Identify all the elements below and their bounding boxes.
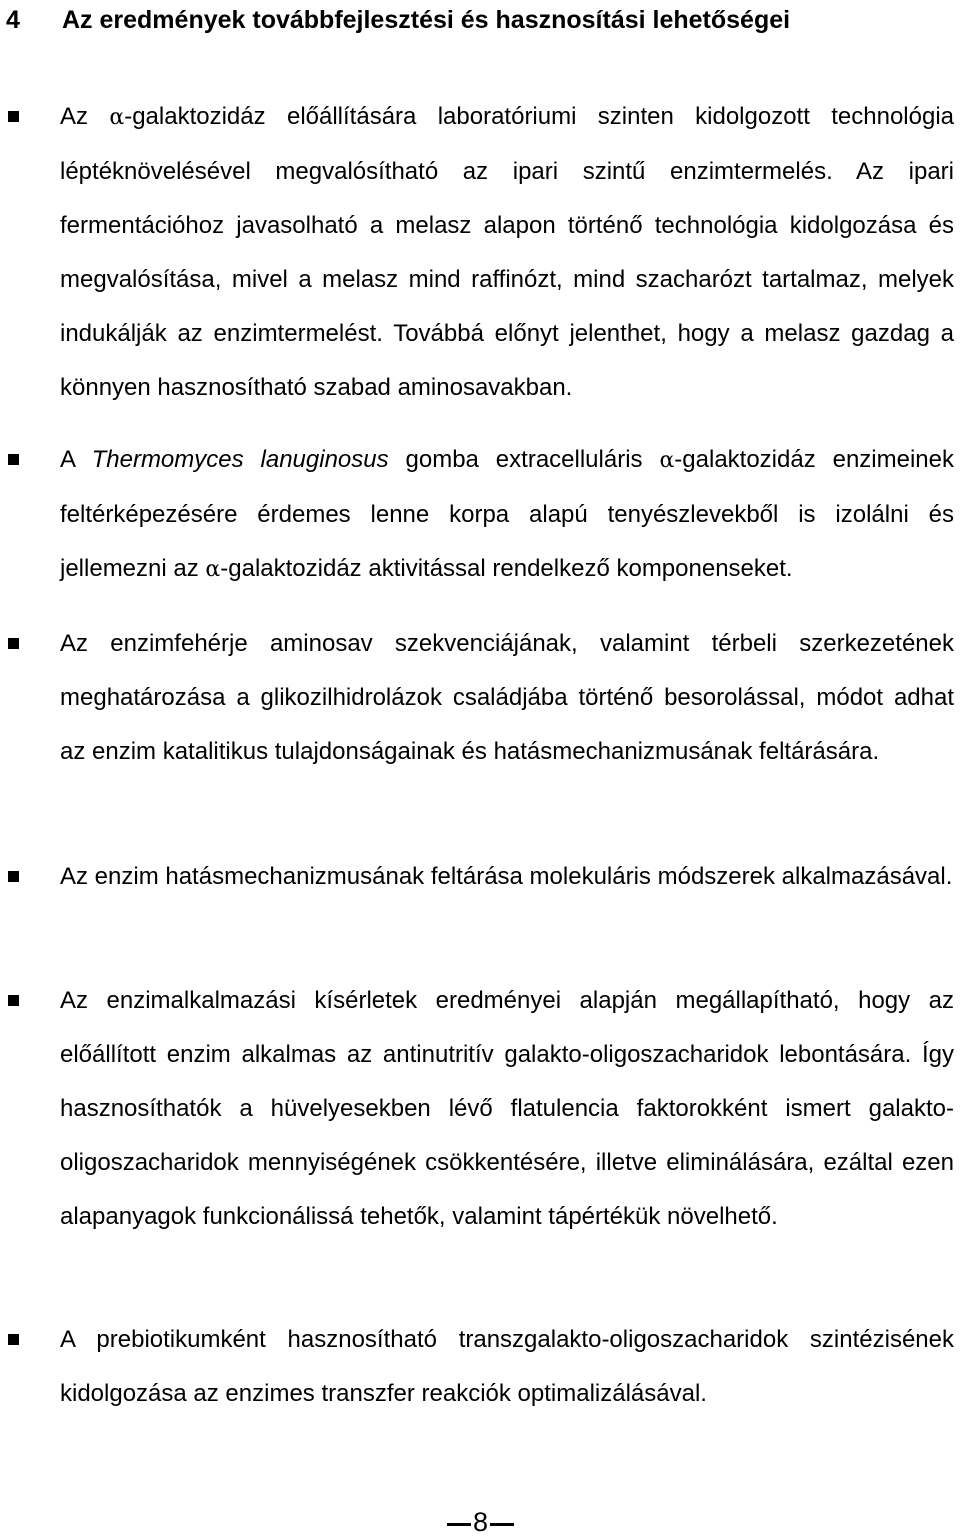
page-footer <box>0 1505 960 1539</box>
footer-dash-left <box>447 1523 471 1526</box>
list-item-text: A prebiotikumként hasznosítható transzgalakto-oligoszacharidok szintézisének kidolgozása az enzimes transzfer reakciók optimalizálásával. <box>60 1326 954 1407</box>
list-item-text: Az enzimalkalmazási kísérletek eredményei alapján megállapítható, hogy az előállított enzim alkalmas az antinutritív galakto-oligoszacharidok lebontására. Így hasznosíthatók a hüvelyesekben lévő flatulencia faktorokként ismert galakto-oligoszacharidok mennyiségének csökkentésére, illetve eliminálására, ezáltal ezen alapanyagok funkcionálissá tehetők, valamint tápértékük növelhető. <box>60 987 954 1230</box>
text-run: gomba extracelluláris <box>388 446 660 473</box>
list-item-text <box>60 90 954 415</box>
text-run: Az <box>60 103 110 130</box>
footer-dash-right <box>490 1523 514 1526</box>
list-item-text: Az enzim hatásmechanizmusának feltárása molekuláris módszerek alkalmazásával. <box>60 863 953 890</box>
text-run: -galaktozidáz előállítására laboratóriumi szinten kidolgozott technológia léptéknövelésével megvalósítható az ipari szintű enzimtermelés. Az ipari fermentációhoz javasolható a melasz alapon történő technológia kidolgozása és megvalósítása, mivel a melasz mind raffinózt, mind szacharózt tartalmaz, melyek indukálják az enzimtermelést. Továbbá előnyt jelenthet, hogy a melasz gazdag a könnyen hasznosítható szabad aminosavakban. <box>60 103 954 401</box>
bullet-square-icon <box>8 454 19 465</box>
bullet-square-icon <box>8 1334 19 1345</box>
species-name: Thermomyces lanuginosus <box>91 446 389 473</box>
bullet-square-icon <box>8 111 19 122</box>
bullet-square-icon <box>8 638 19 649</box>
section-number: 4 <box>6 6 20 34</box>
list-item-text: Az enzimfehérje aminosav szekvenciájának, valamint térbeli szerkezetének meghatározása a glikozilhidrolázok családjába történő besorolással, módot adhat az enzim katalitikus tulajdonságainak és hatásmechanizmusának feltárására. <box>60 630 954 765</box>
bullet-square-icon <box>8 995 19 1006</box>
page-number: 8 <box>473 1507 489 1537</box>
text-run: -galaktozidáz enzimeinek feltérképezésére érdemes lenne korpa alapú tenyészlevekből is izolálni és jellemezni az <box>60 446 955 582</box>
bullet-square-icon <box>8 871 19 882</box>
section-heading <box>0 2 960 38</box>
section-title: Az eredmények továbbfejlesztési és hasznosítási lehetőségei <box>62 6 791 34</box>
list-item-text <box>60 433 954 597</box>
alpha-symbol: α <box>109 105 125 130</box>
text-run: -galaktozidáz aktivitással rendelkező komponenseket. <box>220 555 793 582</box>
alpha-symbol: α <box>205 557 221 582</box>
text-run: A <box>60 446 92 473</box>
alpha-symbol: α <box>659 448 675 473</box>
